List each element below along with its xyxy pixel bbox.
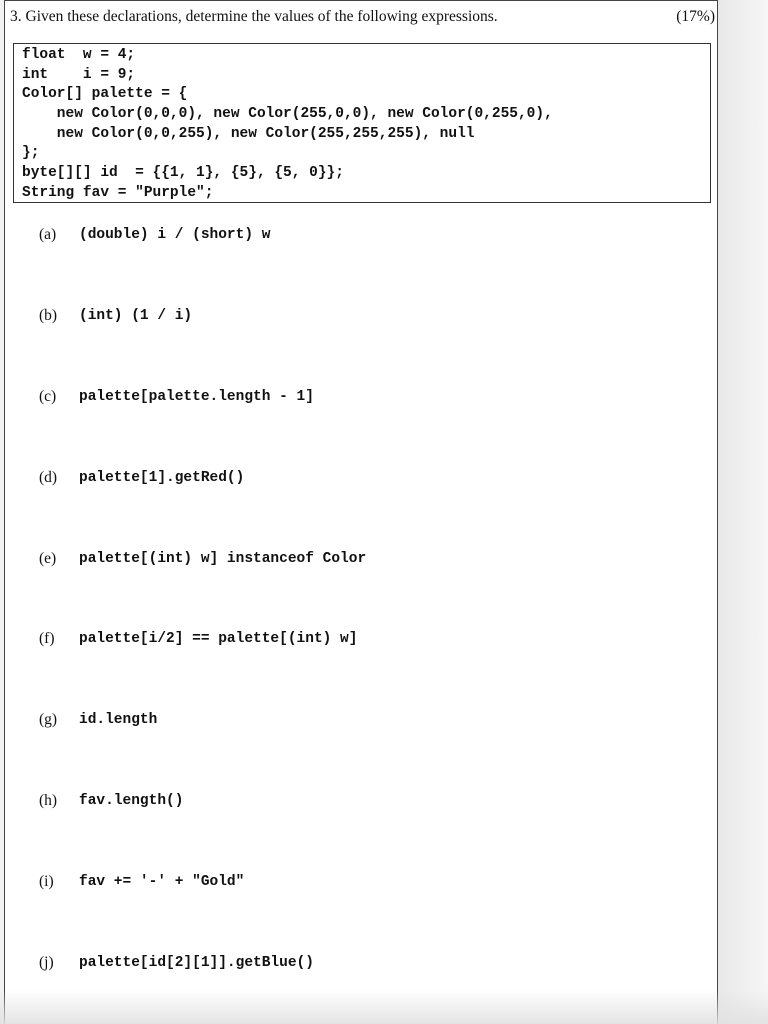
page-bottom-shade xyxy=(0,990,768,1024)
part-label: (i) xyxy=(39,873,54,890)
question-part-f xyxy=(39,627,357,651)
part-label: (e) xyxy=(39,550,57,567)
question-part-g xyxy=(39,708,157,732)
part-expression: (int) (1 / i) xyxy=(79,308,193,324)
part-expression: palette[palette.length - 1] xyxy=(79,389,314,405)
part-expression: fav.length() xyxy=(79,793,184,809)
part-label: (h) xyxy=(39,792,58,809)
part-expression: palette[(int) w] instanceof Color xyxy=(79,551,367,567)
code-line: String fav = "Purple"; xyxy=(22,184,214,201)
code-line: float w = 4; xyxy=(22,47,136,63)
question-part-h xyxy=(39,789,183,813)
question-part-b xyxy=(39,304,192,328)
code-line: new Color(0,0,0), new Color(255,0,0), new Color(0,255,0), xyxy=(22,106,553,123)
code-line: }; xyxy=(22,145,40,162)
code-line: new Color(0,0,255), new Color(255,255,255), null xyxy=(22,125,475,142)
part-label: (b) xyxy=(39,307,58,324)
question-title: 3. Given these declarations, determine the values of the following expressions. xyxy=(10,8,498,25)
part-expression: palette[id[2][1]].getBlue() xyxy=(79,955,314,971)
part-label: (a) xyxy=(39,226,57,243)
part-label: (j) xyxy=(39,954,54,971)
code-line: int i = 9; xyxy=(22,66,136,83)
code-line: Color[] palette = { xyxy=(22,86,188,103)
part-label: (g) xyxy=(39,711,58,728)
question-part-c xyxy=(39,385,314,409)
question-part-e xyxy=(39,547,366,571)
declarations-code-box xyxy=(13,43,711,203)
part-expression: fav += '-' + "Gold" xyxy=(79,874,245,890)
part-expression: palette[1].getRed() xyxy=(79,470,245,486)
question-part-d xyxy=(39,466,244,490)
question-part-j xyxy=(39,951,314,975)
page-background-shade xyxy=(718,0,768,1024)
part-label: (c) xyxy=(39,388,57,405)
part-expression: (double) i / (short) w xyxy=(79,227,271,243)
part-label: (f) xyxy=(39,630,55,647)
question-part-i xyxy=(39,870,244,894)
code-line: byte[][] id = {{1, 1}, {5}, {5, 0}}; xyxy=(22,165,344,182)
exam-page xyxy=(4,0,718,1024)
question-part-a xyxy=(39,223,270,247)
part-label: (d) xyxy=(39,469,58,486)
question-points: (17%) xyxy=(676,8,715,25)
part-expression: id.length xyxy=(79,712,158,728)
question-header xyxy=(10,7,715,29)
part-expression: palette[i/2] == palette[(int) w] xyxy=(79,631,358,647)
